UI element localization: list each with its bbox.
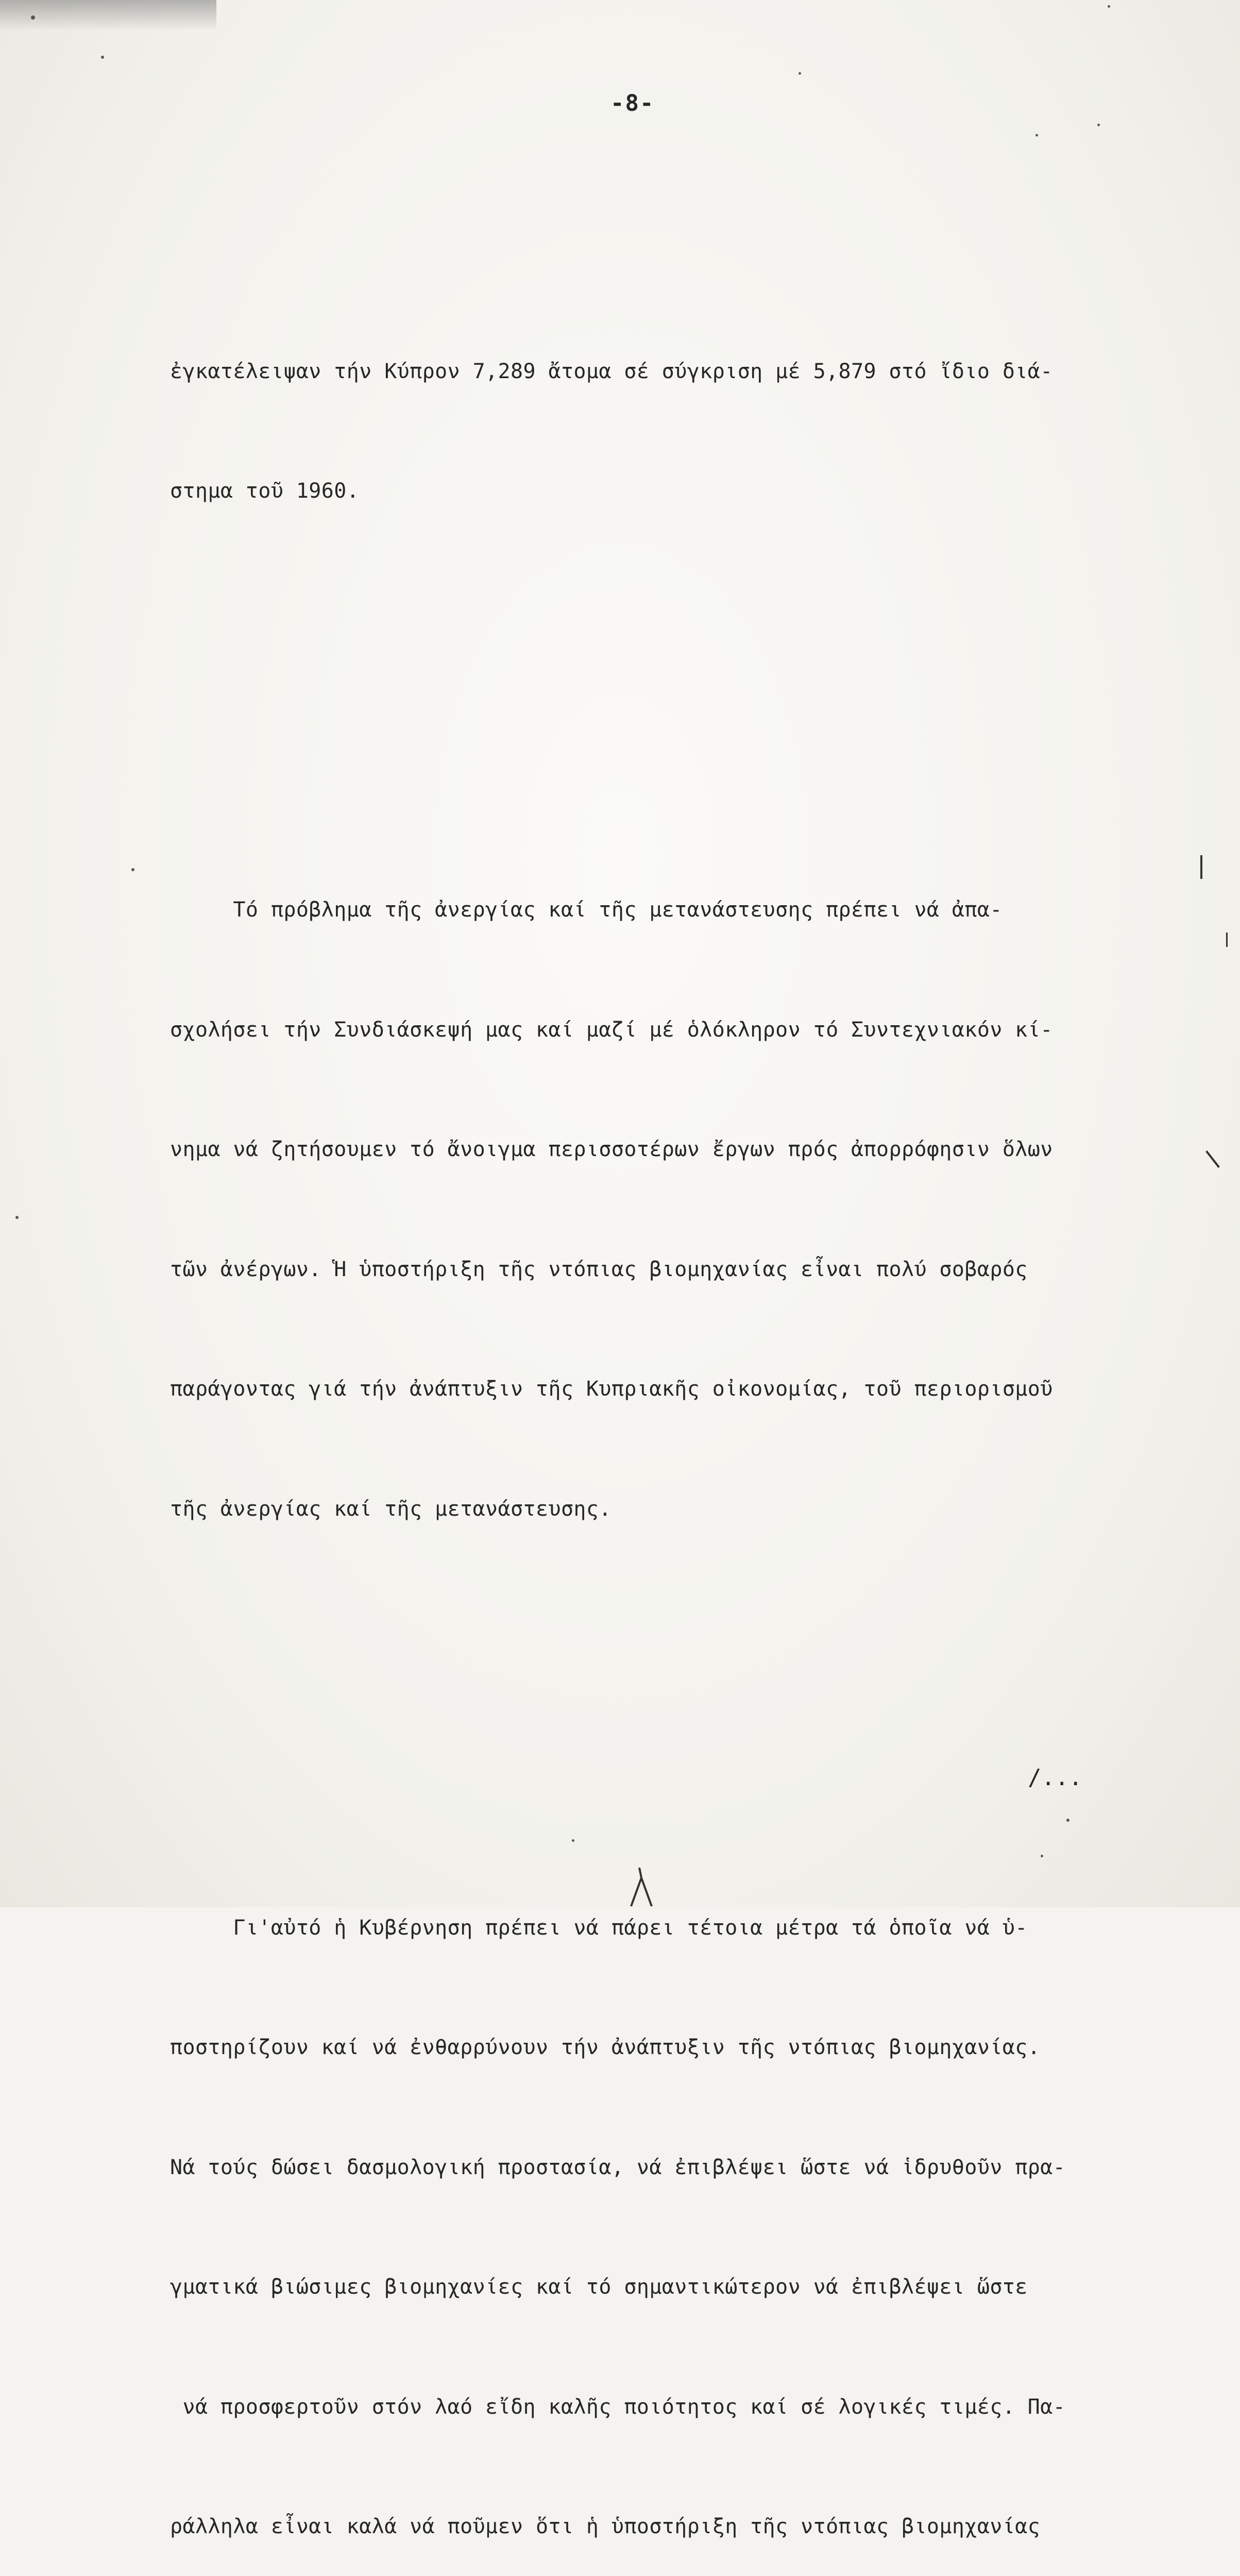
- margin-mark: [1205, 1150, 1220, 1168]
- margin-mark: [1200, 855, 1202, 879]
- document-body: [170, 152, 1175, 2576]
- paragraph-3: [170, 1828, 1175, 2576]
- scan-speck: [1035, 134, 1038, 137]
- scan-speck: [1108, 5, 1110, 8]
- text-line: τῆς ἀνεργίας καί τῆς μετανάστευσης.: [170, 1489, 1175, 1530]
- text-line: Νά τούς δώσει δασμολογική προστασία, νά ἐπιβλέψει ὥστε νά ἱδρυθοῦν πρα-: [170, 2148, 1175, 2188]
- text-line: νά προσφερτοῦν στόν λαό εἴδη καλῆς ποιότητος καί σέ λογικές τιμές. Πα-: [170, 2387, 1175, 2428]
- text-line: Γι'αὐτό ἡ Κυβέρνηση πρέπει νά πάρει τέτοια μέτρα τά ὁποῖα νά ὑ-: [170, 1908, 1175, 1948]
- margin-mark: [1226, 933, 1228, 947]
- text-line: τῶν ἀνέργων. Ἡ ὑποστήριξη τῆς ντόπιας βιομηχανίας εἶναι πολύ σοβαρός: [170, 1250, 1175, 1290]
- text-line: ἐγκατέλειψαν τήν Κύπρον 7,289 ἄτομα σέ σύγκριση μέ 5,879 στό ἴδιο διά-: [170, 352, 1175, 392]
- text-line: στημα τοῦ 1960.: [170, 471, 1175, 512]
- scan-speck: [15, 1216, 19, 1219]
- scan-speck: [1066, 1819, 1069, 1822]
- scan-speck: [1097, 124, 1100, 126]
- text-line: ποστηρίζουν καί νά ἐνθαρρύνουν τήν ἀνάπτυξιν τῆς ντόπιας βιομηχανίας.: [170, 2028, 1175, 2068]
- text-line: σχολήσει τήν Συνδιάσκεψή μας καί μαζί μέ ὁλόκληρον τό Συντεχνιακόν κί-: [170, 1010, 1175, 1050]
- text-line: Τό πρόβλημα τῆς ἀνεργίας καί τῆς μετανάστευσης πρέπει νά ἀπα-: [170, 890, 1175, 930]
- scan-speck: [799, 72, 801, 75]
- scan-speck: [31, 15, 35, 20]
- scan-speck: [1041, 1855, 1043, 1857]
- pen-stroke: [626, 1868, 657, 1907]
- scan-speck: [101, 56, 104, 59]
- paragraph-1: [170, 272, 1175, 591]
- scan-speck: [572, 1839, 574, 1842]
- text-line: γματικά βιώσιμες βιομηχανίες καί τό σημαντικώτερον νά ἐπιβλέψει ὥστε: [170, 2267, 1175, 2308]
- page-number: -8-: [610, 90, 654, 116]
- text-line: παράγοντας γιά τήν ἀνάπτυξιν τῆς Κυπριακῆς οἰκονομίας, τοῦ περιορισμοῦ: [170, 1369, 1175, 1410]
- scan-speck: [131, 868, 134, 871]
- text-line: ράλληλα εἶναι καλά νά ποῦμεν ὅτι ἡ ὑποστήριξη τῆς ντόπιας βιομηχανίας: [170, 2507, 1175, 2547]
- text-line: νημα νά ζητήσουμεν τό ἄνοιγμα περισσοτέρων ἔργων πρός ἀπορρόφησιν ὅλων: [170, 1130, 1175, 1170]
- continuation-mark: /...: [1028, 1765, 1082, 1791]
- paragraph-2: [170, 810, 1175, 1609]
